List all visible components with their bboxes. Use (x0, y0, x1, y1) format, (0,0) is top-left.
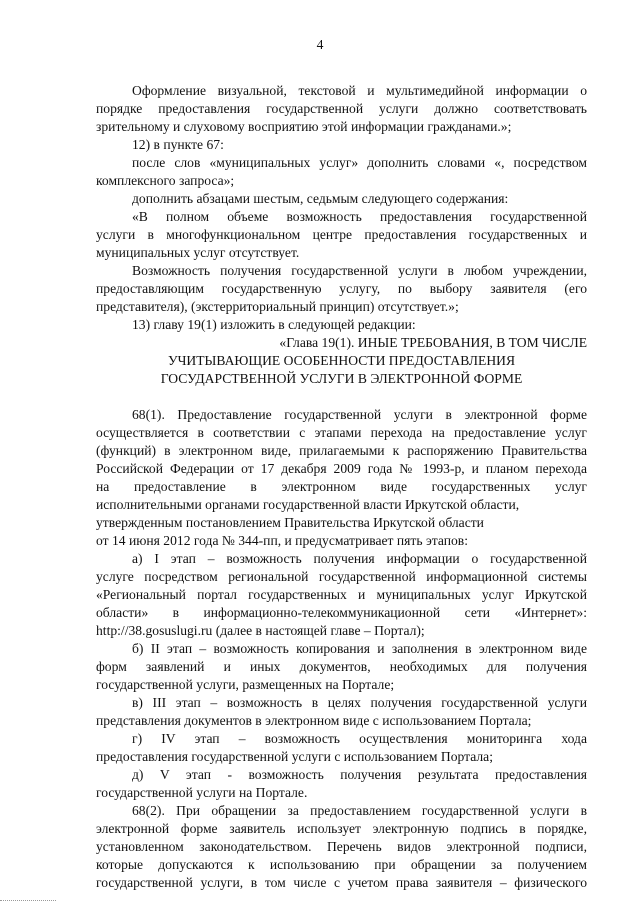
text-line: государственной услуги, размещенных на Портале; (96, 677, 395, 692)
text-line: 12) в пункте 67: (132, 137, 224, 152)
text-line: представления документов в электронном виде с использованием Портала; (96, 713, 532, 728)
footer-dotted-line (0, 900, 56, 901)
text-line: «В полном объеме возможность предоставления государственной (132, 209, 587, 224)
text-line: Возможность получения государственной услуги в любом учреждении, (132, 263, 587, 278)
text-line: г) IV этап – возможность осуществления мониторинга хода (132, 731, 587, 746)
text-line: б) II этап – возможность копирования и заполнения в электронном виде (132, 641, 587, 656)
page-number: 4 (316, 37, 324, 52)
text-line: 13) главу 19(1) изложить в следующей редакции: (132, 317, 416, 332)
text-line: в) III этап – возможность в целях получения государственной услуги (132, 695, 587, 710)
text-line: услуге посредством региональной государственной информационной системы (96, 569, 587, 584)
text-line: от 14 июня 2012 года № 344-пп, и предусматривает пять этапов: (96, 533, 469, 548)
text-line: электронной форме заявитель использует электронную подпись в порядке, (96, 821, 587, 836)
text-line: утвержденным постановлением Правительства Иркутской области (96, 515, 484, 530)
text-line: области» в информационно-телекоммуникационной сети «Интернет»: (96, 605, 587, 620)
text-line: «Региональный портал государственных и муниципальных услуг Иркутской (96, 587, 587, 602)
blank-line (96, 388, 587, 406)
text-line: установленном законодательством. Перечень видов электронной подписи, (96, 839, 587, 854)
text-line: муниципальных услуг отсутствует. (96, 245, 300, 260)
text-line: осуществляется в соответствии с этапами перехода на предоставление услуг (96, 425, 587, 440)
text-line: государственной услуги на Портале. (96, 785, 308, 800)
text-line: а) I этап – возможность получения информации о государственной (132, 551, 587, 566)
text-line: д) V этап - возможность получения результата предоставления (132, 767, 587, 782)
text-line: 68(2). При обращении за предоставлением государственной услуги в (132, 803, 587, 818)
text-line: Российской Федерации от 17 декабря 2009 года № 1993-р, и планом перехода (96, 461, 587, 476)
text-line: которые допускаются к использованию при обращении за получением (96, 857, 587, 872)
text-line: (функций) в электронном виде, прилагаемыми к распоряжению Правительства (96, 443, 587, 458)
text-line: форм заявлений и иных документов, необходимых для получения (96, 659, 587, 674)
text-line: представителя), (экстерриториальный принцип) отсутствует.»; (96, 299, 459, 314)
text-line: после слов «муниципальных услуг» дополнить словами «, посредством (132, 155, 587, 170)
text-line: 68(1). Предоставление государственной услуги в электронной форме (132, 407, 587, 422)
text-line: на предоставление в электронном виде государственных услуг (96, 479, 587, 494)
text-line: УЧИТЫВАЮЩИЕ ОСОБЕННОСТИ ПРЕДОСТАВЛЕНИЯ (167, 353, 516, 368)
text-line: «Глава 19(1). ИНЫЕ ТРЕБОВАНИЯ, В ТОМ ЧИСЛЕ (279, 335, 587, 350)
text-line: государственной услуги, в том числе с учетом права заявителя – физического (96, 875, 587, 890)
text-line: предоставляющим государственную услугу, по выбору заявителя (его (96, 281, 587, 296)
text-line: порядке предоставления государственной услуги должно соответствовать (96, 101, 587, 116)
text-line: услуги в многофункциональном центре предоставления государственных и (96, 227, 587, 242)
text-line: http://38.gosuslugi.ru (далее в настоящей главе – Портал); (96, 623, 425, 638)
text-line: предоставления государственной услуги с использованием Портала; (96, 749, 493, 764)
text-line: комплексного запроса»; (96, 173, 235, 188)
text-line: исполнительными органами государственной власти Иркутской области, (96, 497, 520, 512)
text-line: зрительному и слуховому восприятию этой информации гражданами.»; (96, 119, 512, 134)
text-line: дополнить абзацами шестым, седьмым следующего содержания: (132, 191, 509, 206)
text-line: ГОСУДАРСТВЕННОЙ УСЛУГИ В ЭЛЕКТРОННОЙ ФОРМЕ (160, 371, 523, 386)
text-line: Оформление визуальной, текстовой и мультимедийной информации о (132, 83, 587, 98)
document-body (96, 82, 587, 892)
